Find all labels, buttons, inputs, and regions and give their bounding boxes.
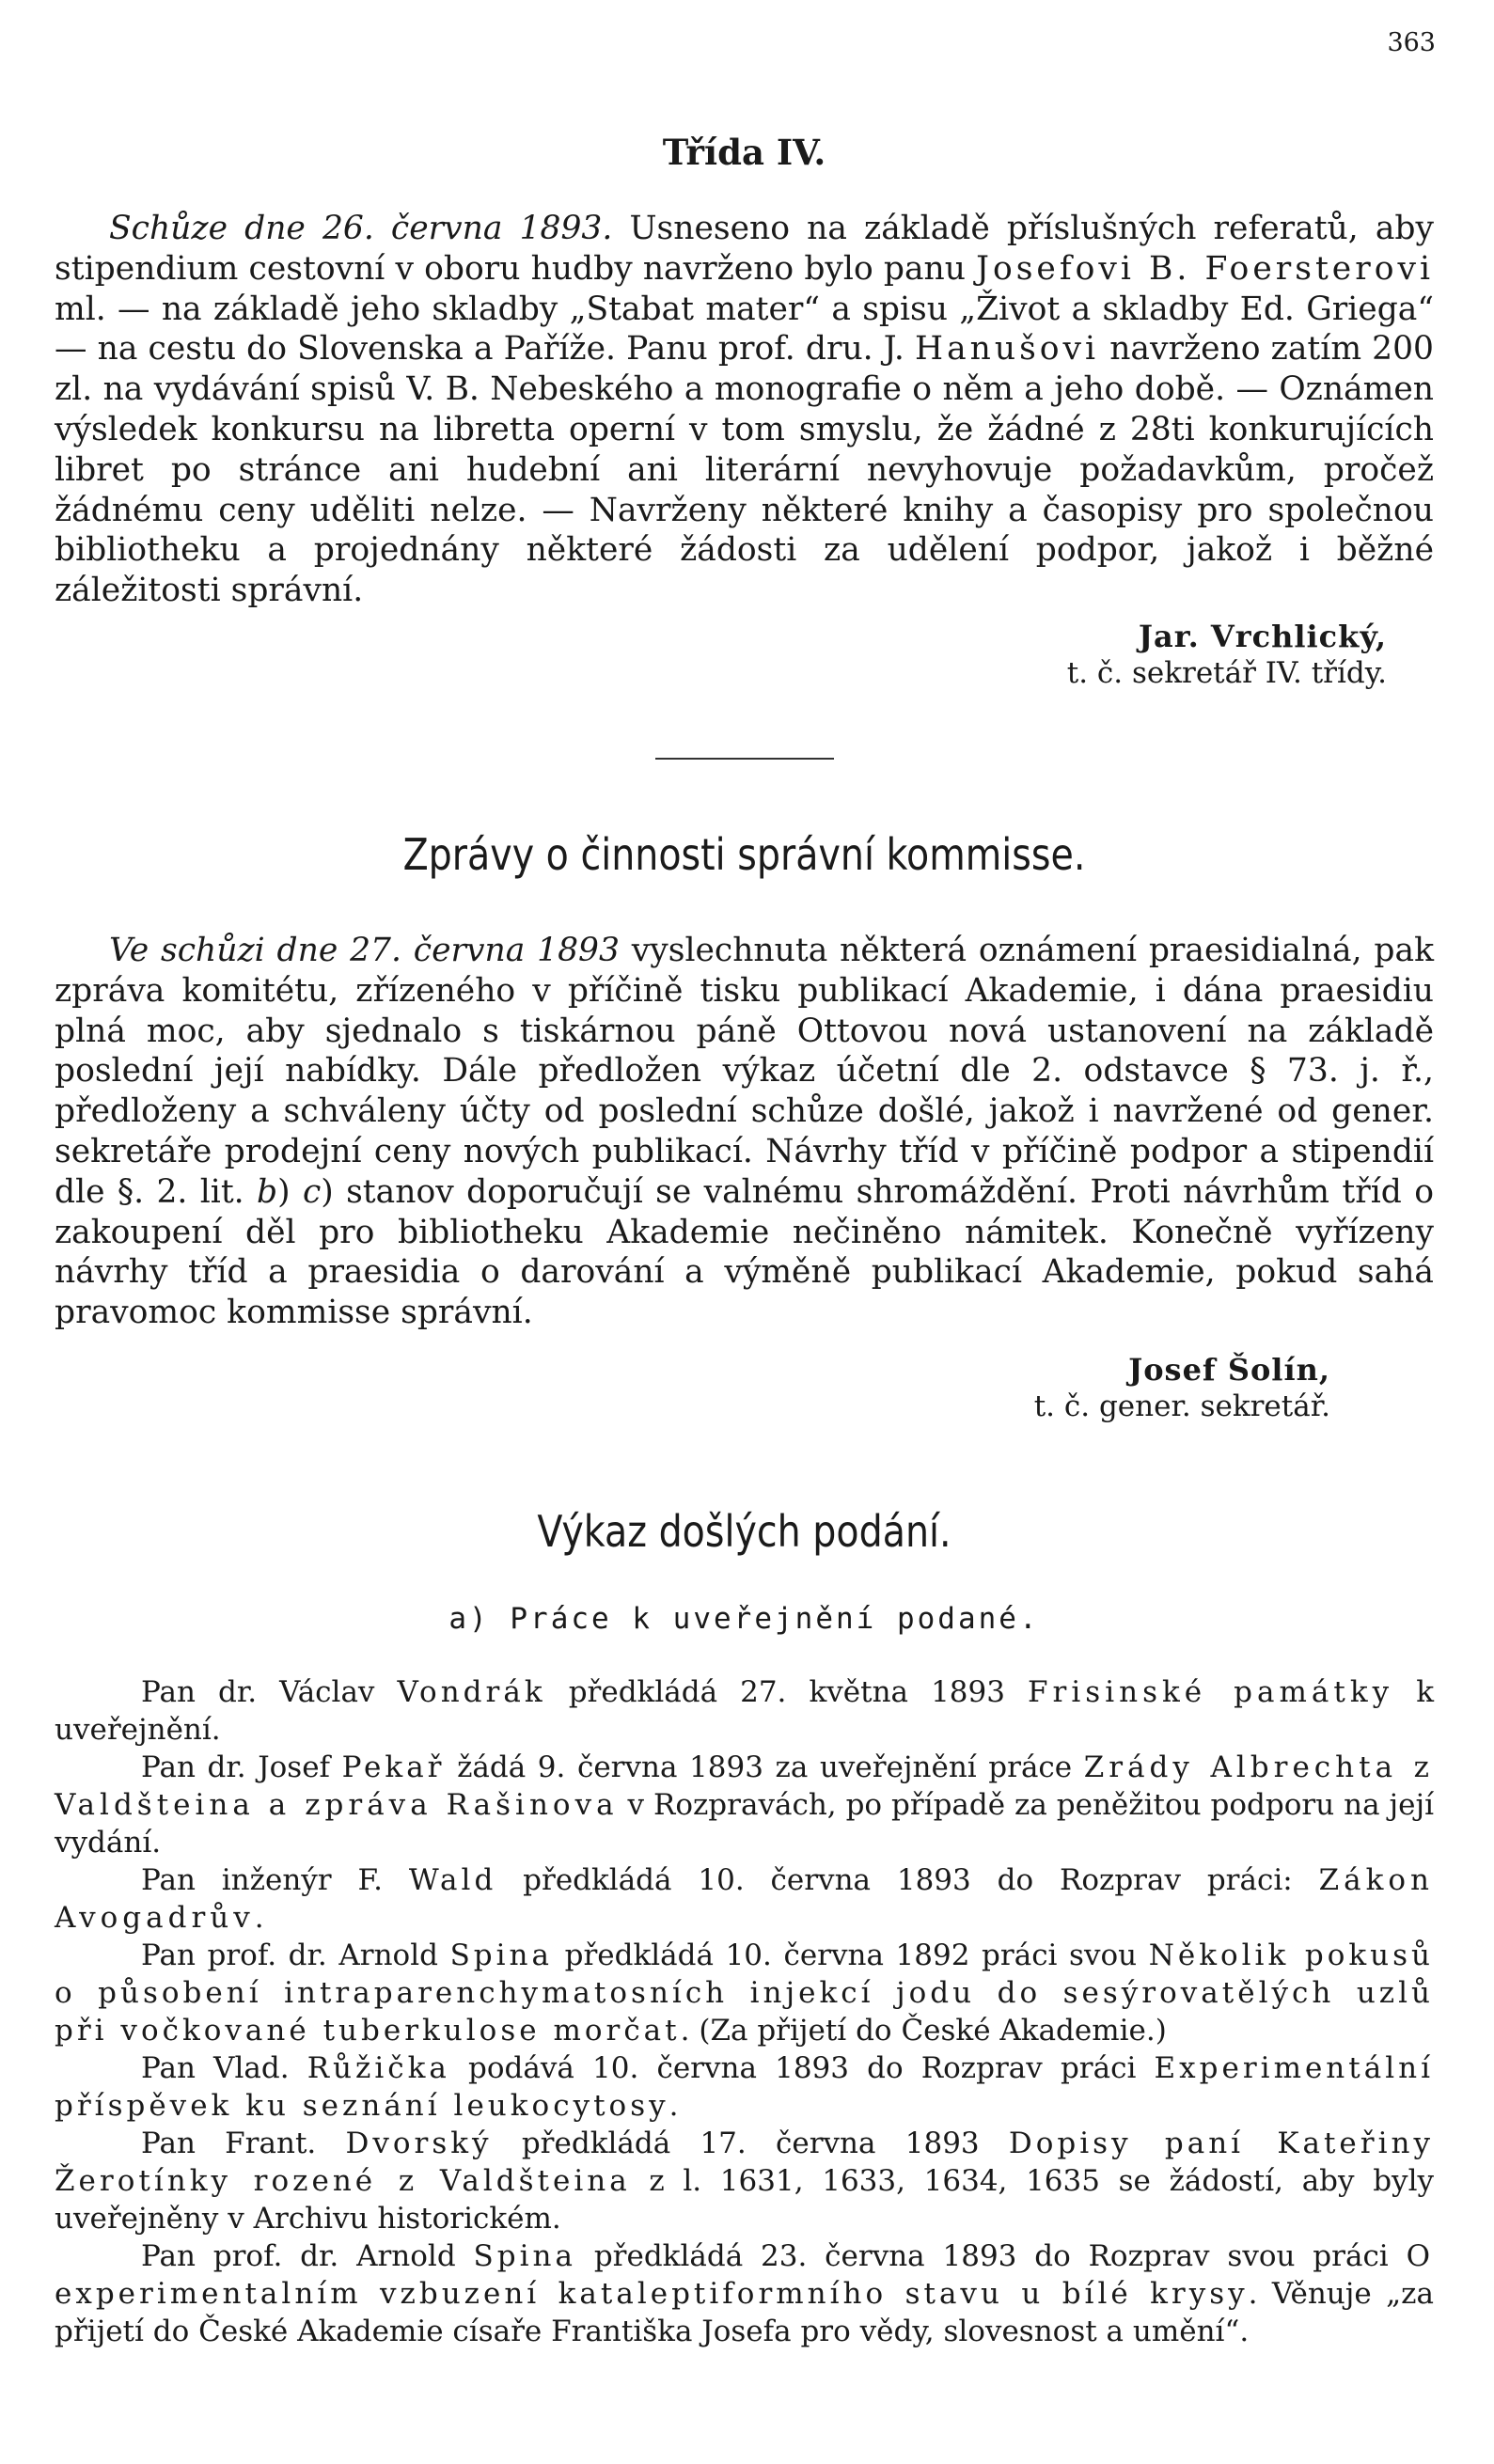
meeting-date: Ve schůzi dne 27. června 1893 [109,932,620,969]
person-name: Hanušovi [914,330,1100,369]
list-item: Pan dr. Josef Pekař žádá 9. června 1893 za uveřejnění práce Zrády Albrechta z Valdšteina a zpráva Rašinova v Rozpravách, po případě za peněžitou podporu na její vydání. [55,1750,1434,1860]
section-trida-iv [55,132,1434,173]
section-title-trida: Třída IV. [662,132,826,173]
section-trida-iv-body [55,209,1434,691]
section-vykaz-title-wrap [55,1506,1434,1557]
list-item: Pan Vlad. Růžička podává 10. června 1893 do Rozprav práci Experimentální příspěvek ku seznání leukocytosy. [55,2051,1435,2123]
submissions-list [55,1673,1434,2350]
section-kommisse-title-wrap [55,829,1434,880]
list-item: Pan dr. Václav Vondrák předkládá 27. května 1893 Frisinské památky k uveřejnění. [55,1675,1434,1747]
signature-solin [55,1352,1434,1424]
section-divider [655,758,834,760]
section-vykaz-subtitle-wrap [55,1602,1434,1636]
signature-name: Josef Šolín, [1128,1351,1330,1388]
person-name: Josefovi B. Foersterovi [976,249,1435,288]
list-item: Pan Frant. Dvorský předkládá 17. června 1893 Dopisy paní Kateřiny Žerotínky rozené z Valdšteina z l. 1631, 1633, 1634, 1635 se žádostí, aby byly uveřejněny v Archivu historickém. [55,2127,1434,2236]
section-title-vykaz: Výkaz došlých podání. [537,1506,951,1557]
section-kommisse-body [55,931,1434,1424]
signature-vrchlicky [55,619,1434,691]
paragraph-kommisse: Ve schůzi dne 27. června 1893 vyslechnuta některá oznámení praesidialná, pak zpráva komitétu, zřízeného v příčině tisku publikací Akademie, i dána praesidiu plná moc, aby sjednalo s tiskárnou páně Ottovou nová ustanovení na základě poslední její nabídky. Dále předložen výkaz účetní dle 2. odstavce § 73. j. ř., předloženy a schváleny účty od poslední schůze došlé, jakož i navržené od gener. sekretáře prodejní ceny nových publikací. Návrhy tříd v příčině podpor a stipendií dle §. 2. lit. b) c) stanov doporučují se valnému shromáždění. Proti návrhům tříd o zakoupení děl pro bibliotheku Akademie nečiněno námitek. Konečně vyřízeny návrhy tříd a praesidia o darování a výměně publikací Akademie, pokud sahá pravomoc kommisse správní. [55,932,1434,1332]
divider-wrapper [55,758,1434,760]
signature-name: Jar. Vrchlický, [1138,618,1387,654]
meeting-date: Schůze dne 26. června 1893. [109,210,613,247]
list-item: Pan prof. dr. Arnold Spina předkládá 10. června 1892 práci svou Několik pokusů o působení intraparenchymatosních injekcí jodu do sesýrovatělých uzlů při vočkované tuberkulose morčat. (Za přijetí do České Akademie.) [55,1938,1434,2048]
section-subtitle: a) Práce k uveřejnění podané. [448,1602,1040,1636]
list-item: Pan inženýr F. Wald předkládá 10. června 1893 do Rozprav práci: Zákon Avogadrův. [55,1863,1434,1935]
signature-role: t. č. sekretář IV. třídy. [1066,655,1387,690]
section-title-kommisse: Zprávy o činnosti správní kommisse. [402,829,1086,880]
signature-role: t. č. gener. sekretář. [1033,1389,1330,1423]
list-item: Pan prof. dr. Arnold Spina předkládá 23. června 1893 do Rozprav svou práci O experimentalním vzbuzení kataleptiformního stavu u bílé krysy. Věnuje „za přijetí do České Akademie císaře Františka Josefa pro vědy, slovesnost a umění“. [55,2239,1434,2348]
page-number: 363 [1387,28,1436,57]
paragraph-trida-iv: Schůze dne 26. června 1893. Usneseno na základě příslušných referatů, aby stipendium cestovní v oboru hudby navrženo bylo panu Josefovi B. Foersterovi ml. — na základě jeho skladby „Stabat mater“ a spisu „Život a skladby Ed. Griega“ — na cestu do Slovenska a Paříže. Panu prof. dru. J. Hanušovi navrženo zatím 200 zl. na vydávání spisů V. B. Nebeského a monografie o něm a jeho době. — Oznámen výsledek konkursu na libretta operní v tom smyslu, že žádné z 28ti konkurujících libret po stránce ani hudební ani literární nevyhovuje požadavkům, pročež žádnému ceny uděliti nelze. — Navrženy některé knihy a časopisy pro společnou bibliotheku a projednány některé žádosti za udělení podpor, jakož i běžné záležitosti správní. [55,210,1435,610]
